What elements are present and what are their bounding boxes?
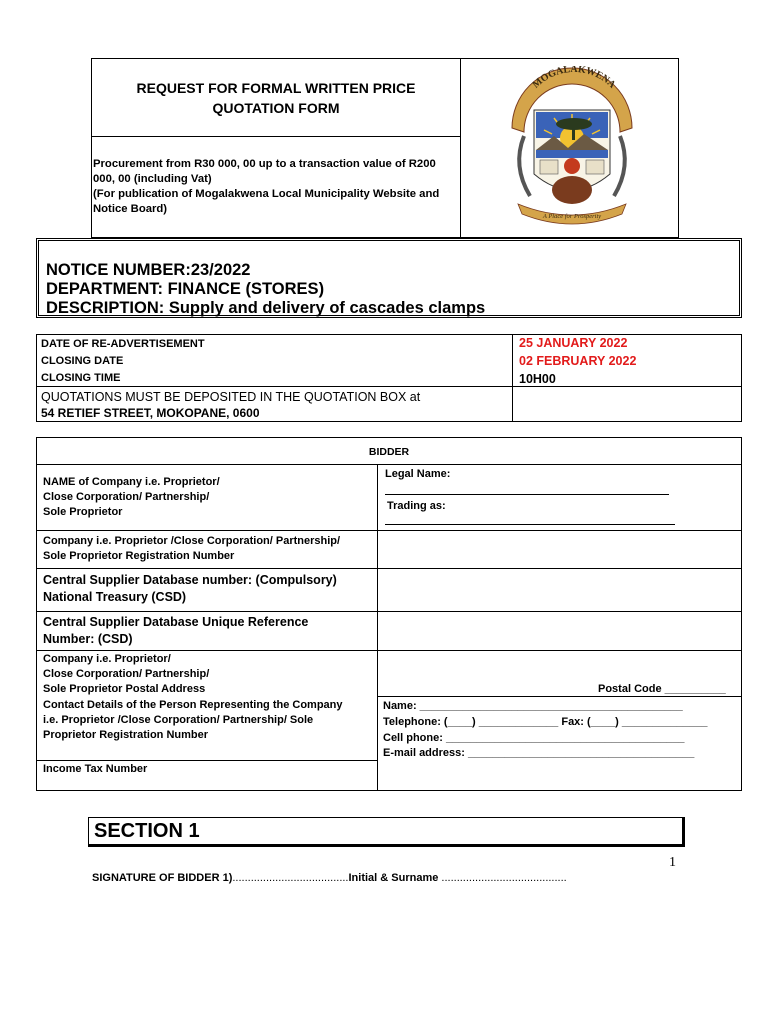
row-divider (37, 386, 513, 387)
income-tax-label: Income Tax Number (43, 763, 148, 775)
closing-time-value: 10H00 (519, 372, 556, 386)
label-line: Sole Proprietor (43, 506, 123, 518)
bidder-title: BIDDER (368, 446, 410, 458)
label-line: Central Supplier Database number: (Compulsory) (43, 573, 337, 587)
postal-code-field[interactable]: Postal Code __________ (598, 683, 726, 695)
label-line: Close Corporation/ Partnership/ (43, 491, 210, 503)
signature-field[interactable]: ...................................... (232, 872, 349, 884)
bidder-table (36, 437, 742, 791)
legal-name-label: Legal Name: (385, 468, 451, 480)
company-name-label (43, 475, 220, 520)
form-title-cell (92, 59, 461, 137)
initial-surname-field[interactable]: ......................................... (438, 872, 567, 884)
label-line: Close Corporation/ Partnership/ (43, 668, 210, 680)
form-title-line1: REQUEST FOR FORMAL WRITTEN PRICE (136, 79, 416, 96)
svg-text:A Place for Prosperity: A Place for Prosperity (542, 213, 602, 220)
section-heading: SECTION 1 (88, 817, 685, 847)
label-line: NAME of Company i.e. Proprietor/ (43, 476, 220, 488)
row-divider (37, 530, 741, 531)
row-divider (37, 650, 741, 651)
label-line: Sole Proprietor Postal Address (43, 683, 206, 695)
row-divider (37, 611, 741, 612)
procurement-line1: Procurement from R30 000, 00 up to a transaction value of R200 (93, 158, 436, 170)
label-line: Company i.e. Proprietor /Close Corporation/ Partnership/ (43, 535, 341, 547)
row-divider (37, 464, 741, 465)
procurement-info (92, 137, 461, 237)
readvert-value: 25 JANUARY 2022 (519, 336, 628, 350)
closing-time-label: CLOSING TIME (41, 372, 121, 384)
form-title-line2: QUOTATION FORM (212, 99, 340, 116)
svg-text:MOGALAKWENA: MOGALAKWENA (530, 66, 618, 91)
contact-details-label (43, 698, 343, 743)
notice-department: DEPARTMENT: FINANCE (STORES) (46, 280, 325, 298)
label-line: Contact Details of the Person Representing the Company (43, 699, 343, 711)
contact-cell-field[interactable]: Cell phone: _______________________________________ (383, 732, 685, 744)
contact-name-field[interactable]: Name: ___________________________________________ (383, 700, 683, 712)
csd-reference-label (43, 614, 308, 648)
closing-date-label: CLOSING DATE (41, 355, 124, 367)
row-divider (377, 696, 741, 697)
signature-line (92, 872, 567, 884)
notice-description (46, 299, 739, 318)
row-divider (37, 760, 377, 761)
form-header (91, 58, 679, 238)
contact-telephone-field[interactable]: Telephone: (____) _____________ Fax: (____) ______________ (383, 716, 708, 728)
label-line: Proprietor Registration Number (43, 729, 209, 741)
column-divider (377, 464, 378, 790)
notice-number: NOTICE NUMBER:23/2022 (46, 261, 251, 279)
description-label: DESCRIPTION: (46, 299, 165, 317)
postal-address-label (43, 652, 209, 697)
label-line: National Treasury (CSD) (43, 590, 187, 604)
trading-as-field[interactable] (385, 524, 675, 525)
initial-surname-label: Initial & Surname (348, 872, 439, 884)
label-line: Sole Proprietor Registration Number (43, 550, 235, 562)
publication-line2: Notice Board) (93, 203, 168, 215)
row-divider (37, 568, 741, 569)
municipality-crest-logo (504, 66, 640, 230)
deposit-instruction: QUOTATIONS MUST BE DEPOSITED IN THE QUOTATION BOX at (41, 390, 421, 404)
notice-box (36, 238, 742, 318)
procurement-line2: 000, 00 (including Vat) (93, 173, 212, 185)
dates-table (36, 334, 742, 422)
legal-name-field[interactable] (385, 494, 669, 495)
page-number: 1 (669, 855, 676, 870)
contact-email-field[interactable]: E-mail address: _____________________________________ (383, 747, 695, 759)
description-value: Supply and delivery of cascades clamps (164, 299, 486, 317)
label-line: Number: (CSD) (43, 632, 133, 646)
closing-date-value: 02 FEBRUARY 2022 (519, 354, 637, 368)
publication-line1: (For publication of Mogalakwena Local Municipality Website and (93, 188, 440, 200)
signature-label: SIGNATURE OF BIDDER 1) (92, 872, 233, 884)
label-line: Central Supplier Database Unique Reference (43, 615, 309, 629)
readvert-label: DATE OF RE-ADVERTISEMENT (41, 338, 205, 350)
label-line: i.e. Proprietor /Close Corporation/ Partnership/ Sole (43, 714, 314, 726)
trading-as-label: Trading as: (387, 500, 446, 512)
csd-number-label (43, 572, 337, 606)
deposit-address: 54 RETIEF STREET, MOKOPANE, 0600 (41, 406, 260, 420)
registration-label (43, 534, 340, 564)
row-divider (513, 386, 741, 387)
label-line: Company i.e. Proprietor/ (43, 653, 171, 665)
